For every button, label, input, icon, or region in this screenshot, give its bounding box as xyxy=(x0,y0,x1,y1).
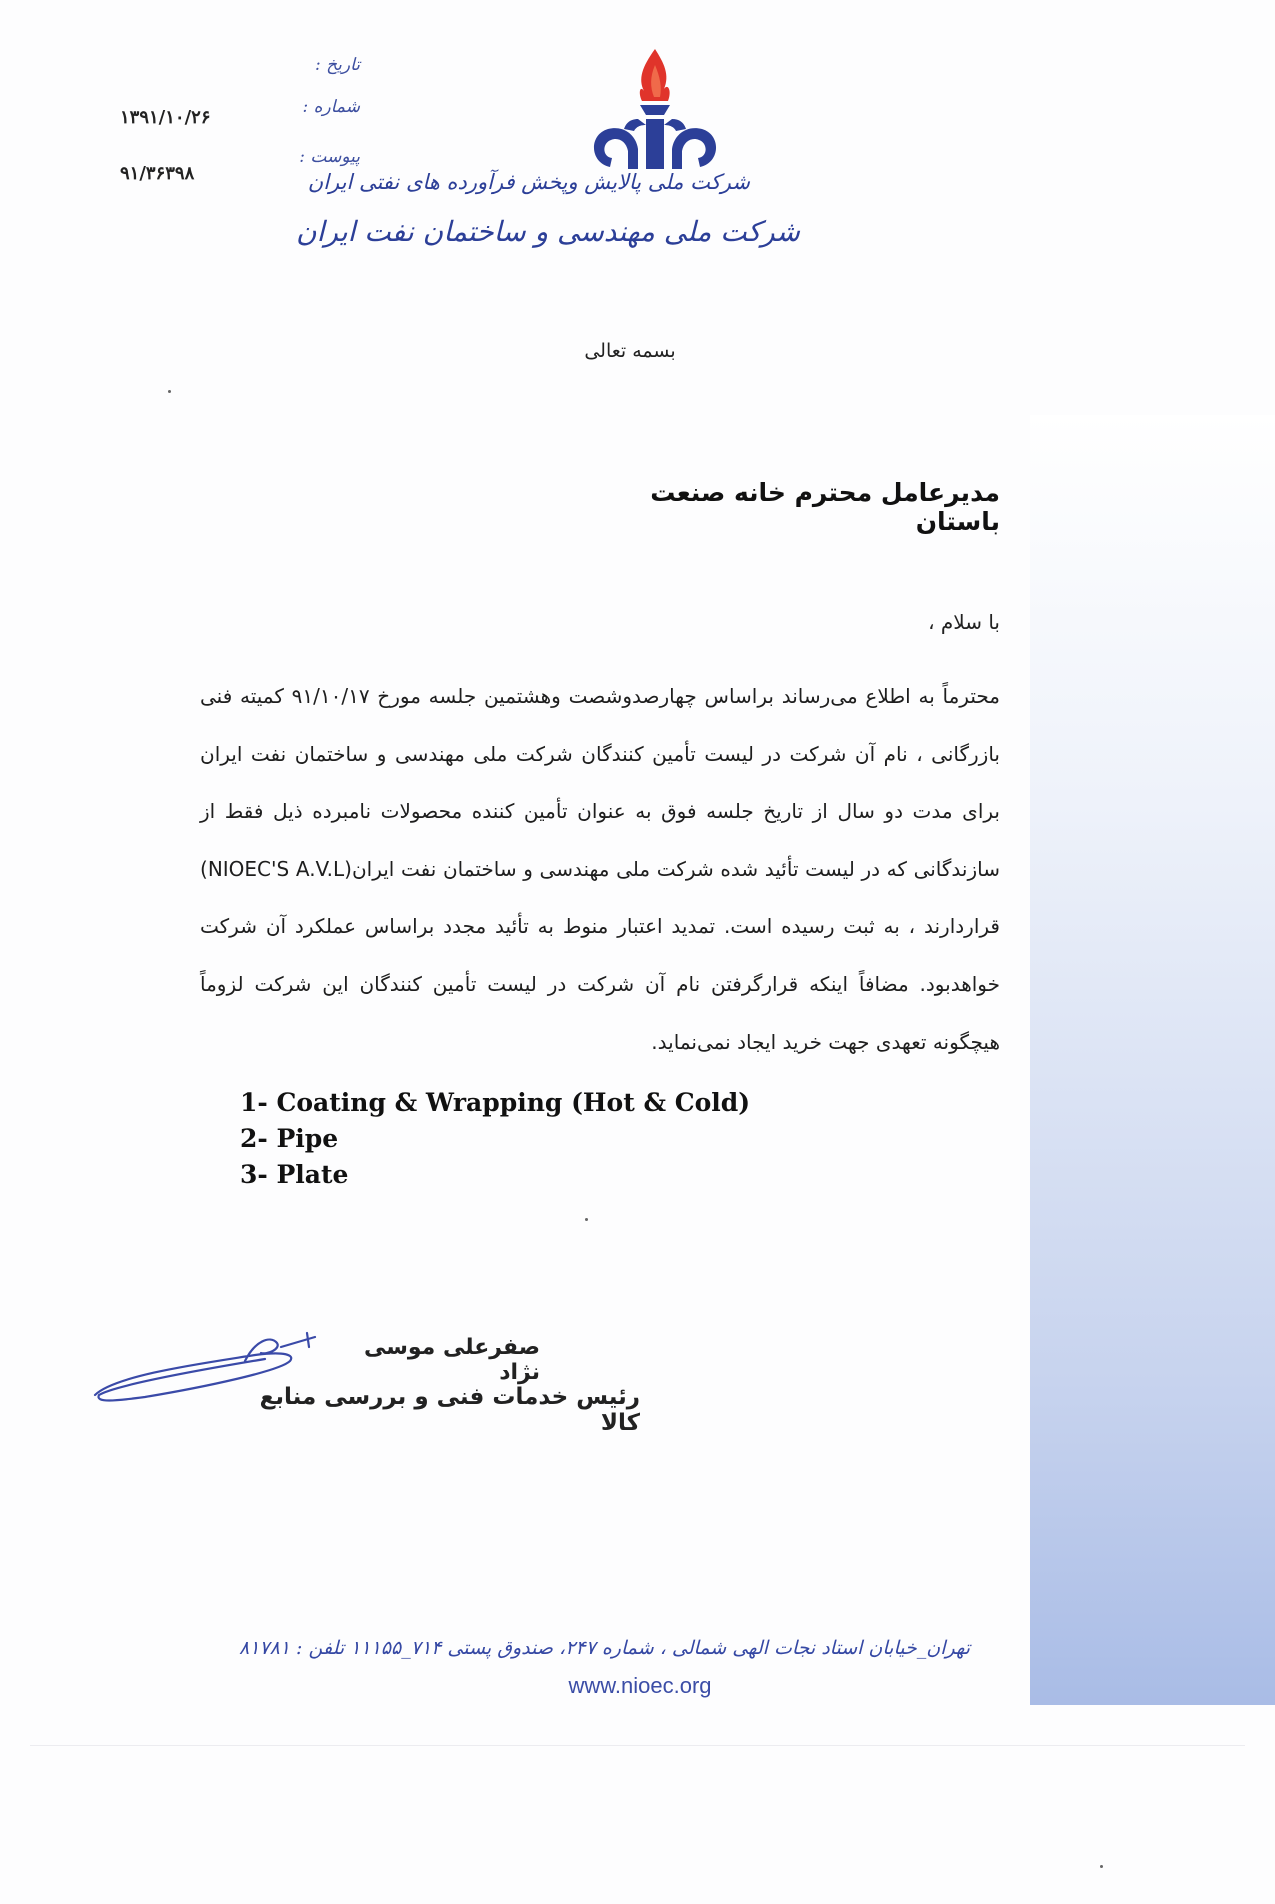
list-item: 1- Coating & Wrapping (Hot & Cold) xyxy=(240,1088,751,1117)
scan-speck xyxy=(168,390,171,393)
company-name-secondary: شرکت ملی پالایش وپخش فرآورده های نفتی ایران xyxy=(307,170,750,194)
list-item: 2- Pipe xyxy=(240,1124,339,1153)
letter-meta xyxy=(120,55,360,185)
product-list xyxy=(240,1085,840,1193)
page-divider xyxy=(30,1745,1245,1746)
decorative-side-band xyxy=(1030,415,1275,1705)
attachment-label: پیوست : xyxy=(299,147,360,167)
signer-title: رئیس خدمات فنی و بررسی منابع کالا xyxy=(259,1384,640,1436)
letter-body: محترماً به اطلاع می‌رساند براساس چهارصدوشصت وهشتمین جلسه مورخ ۹۱/۱۰/۱۷ کمیته فنی بازرگانی ، نام آن شرکت در لیست تأمین کنندگان شرکت ملی مهندسی و ساختمان نفت ایران برای مدت دو سال از تاریخ جلسه فوق به عنوان تأمین کننده محصولات نامبرده ذیل فقط از سازندگانی که در لیست تأئید شده شرکت ملی مهندسی و ساختمان نفت ایران(NIOEC'S A.V.L) قراردارند ، به ثبت رسیده است. تمدید اعتبار منوط به تأئید مجدد براساس عملکرد آن شرکت خواهدبود. مضافاً اینکه قرارگرفتن نام آن شرکت در لیست تأمین کنندگان این شرکت لزوماً هیچگونه تعهدی جهت خرید ایجاد نمی‌نماید. xyxy=(200,684,1000,1054)
date-label: تاریخ : xyxy=(315,55,360,75)
torch-logo-icon xyxy=(580,45,730,175)
basmala: بسمه تعالی xyxy=(584,340,676,362)
number-value: ۹۱/۳۶۳۹۸ xyxy=(120,163,195,184)
addressee: مدیرعامل محترم خانه صنعت باستان xyxy=(650,478,1000,536)
greeting: با سلام ، xyxy=(928,610,1000,634)
list-item: 3- Plate xyxy=(240,1160,349,1189)
footer-website: www.nioec.org xyxy=(568,1673,712,1698)
number-label: شماره : xyxy=(302,97,360,117)
signer-name: صفرعلی موسی نژاد xyxy=(363,1335,540,1385)
company-name-primary: شرکت ملی مهندسی و ساختمان نفت ایران xyxy=(296,215,800,248)
scan-speck xyxy=(585,1218,588,1221)
date-value: ۱۳۹۱/۱۰/۲۶ xyxy=(120,107,211,128)
scan-speck xyxy=(1100,1865,1103,1868)
handwritten-signature-icon xyxy=(85,1325,325,1415)
footer-address: تهران_خیابان استاد نجات الهی شمالی ، شماره ۲۴۷، صندوق پستی ۷۱۴_۱۱۱۵۵ تلفن : ۸۱۷۸۱ xyxy=(238,1637,970,1659)
